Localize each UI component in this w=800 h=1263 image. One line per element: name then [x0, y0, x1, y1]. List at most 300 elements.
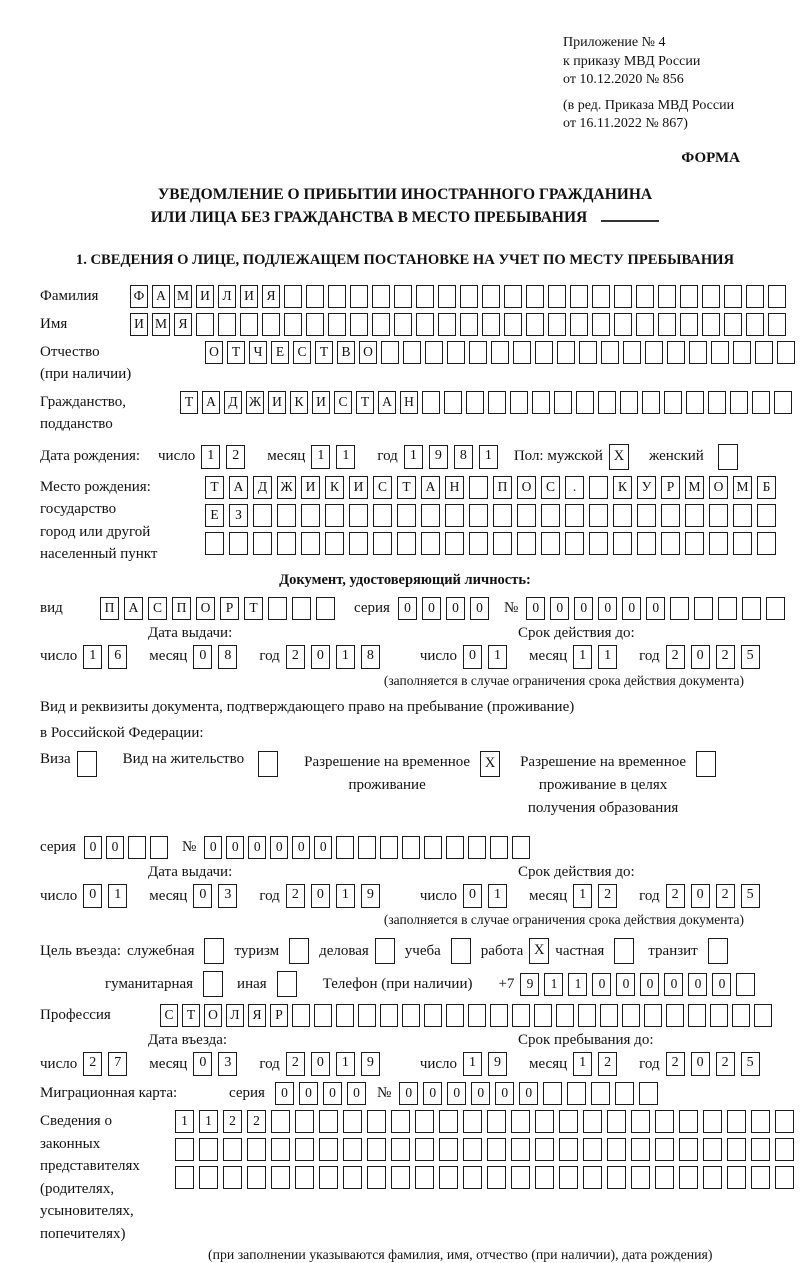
form-cell[interactable] — [284, 313, 302, 336]
form-cell[interactable]: А — [124, 597, 143, 620]
form-cell[interactable] — [589, 504, 608, 527]
form-cell[interactable] — [415, 1110, 434, 1133]
form-cell[interactable]: 9 — [429, 445, 448, 469]
form-cell[interactable] — [730, 391, 748, 414]
form-cell[interactable] — [775, 1138, 794, 1161]
form-cell[interactable] — [446, 836, 464, 859]
form-cell[interactable]: 0 — [248, 836, 266, 859]
birth-place-row1-grid[interactable] — [205, 476, 781, 499]
form-cell[interactable]: У — [637, 476, 656, 499]
form-cell[interactable] — [732, 1004, 750, 1027]
form-cell[interactable]: Т — [244, 597, 263, 620]
form-cell[interactable]: 0 — [640, 973, 659, 996]
res-series-grid[interactable] — [84, 836, 172, 859]
form-cell[interactable]: 2 — [247, 1110, 266, 1133]
form-cell[interactable]: X — [529, 938, 549, 964]
form-cell[interactable] — [229, 532, 248, 555]
form-cell[interactable]: 1 — [544, 973, 563, 996]
form-cell[interactable] — [415, 1166, 434, 1189]
form-cell[interactable]: 0 — [84, 836, 102, 859]
form-cell[interactable] — [607, 1138, 626, 1161]
form-cell[interactable] — [709, 532, 728, 555]
form-cell[interactable] — [548, 313, 566, 336]
form-cell[interactable]: Т — [180, 391, 198, 414]
form-cell[interactable] — [491, 341, 509, 364]
form-cell[interactable] — [295, 1138, 314, 1161]
form-cell[interactable] — [350, 285, 368, 308]
form-cell[interactable] — [336, 1004, 354, 1027]
form-cell[interactable] — [512, 1004, 530, 1027]
form-cell[interactable]: 9 — [361, 884, 380, 908]
form-cell[interactable]: Д — [253, 476, 272, 499]
form-cell[interactable] — [375, 938, 395, 964]
sex-male-checkbox[interactable] — [609, 444, 629, 470]
form-cell[interactable] — [742, 597, 761, 620]
form-cell[interactable]: Ф — [130, 285, 148, 308]
form-cell[interactable] — [258, 751, 278, 777]
form-cell[interactable] — [598, 391, 616, 414]
form-cell[interactable] — [607, 1110, 626, 1133]
form-cell[interactable] — [513, 341, 531, 364]
form-cell[interactable] — [757, 504, 776, 527]
form-cell[interactable] — [306, 285, 324, 308]
form-cell[interactable] — [658, 285, 676, 308]
form-cell[interactable] — [488, 391, 506, 414]
form-cell[interactable] — [511, 1166, 530, 1189]
name-grid[interactable] — [130, 313, 790, 336]
form-cell[interactable]: 1 — [201, 445, 220, 469]
form-cell[interactable] — [645, 341, 663, 364]
form-cell[interactable]: 0 — [399, 1082, 418, 1105]
form-cell[interactable] — [532, 391, 550, 414]
form-cell[interactable] — [469, 532, 488, 555]
temp-residence-edu-checkbox[interactable] — [696, 751, 716, 777]
legal-reps-row3-grid[interactable] — [175, 1166, 799, 1189]
form-cell[interactable] — [543, 1082, 562, 1105]
form-cell[interactable] — [490, 1004, 508, 1027]
form-cell[interactable] — [703, 1166, 722, 1189]
res-issue-year-grid[interactable] — [286, 884, 386, 908]
form-cell[interactable] — [460, 285, 478, 308]
form-cell[interactable] — [223, 1138, 242, 1161]
mig-number-grid[interactable] — [399, 1082, 663, 1105]
res-number-grid[interactable] — [204, 836, 534, 859]
form-cell[interactable] — [702, 313, 720, 336]
form-cell[interactable] — [463, 1166, 482, 1189]
form-cell[interactable] — [262, 313, 280, 336]
form-cell[interactable] — [328, 285, 346, 308]
birth-place-row2-grid[interactable] — [205, 504, 781, 527]
form-cell[interactable] — [343, 1110, 362, 1133]
form-cell[interactable] — [512, 836, 530, 859]
form-cell[interactable] — [460, 313, 478, 336]
form-cell[interactable] — [703, 1110, 722, 1133]
form-cell[interactable] — [607, 1166, 626, 1189]
form-cell[interactable] — [541, 504, 560, 527]
form-cell[interactable] — [196, 313, 214, 336]
form-cell[interactable]: 1 — [83, 645, 102, 669]
phone-grid[interactable] — [520, 973, 760, 996]
form-cell[interactable]: П — [493, 476, 512, 499]
form-cell[interactable]: 1 — [336, 445, 355, 469]
form-cell[interactable] — [733, 504, 752, 527]
form-cell[interactable] — [438, 313, 456, 336]
form-cell[interactable]: О — [359, 341, 377, 364]
form-cell[interactable] — [613, 504, 632, 527]
entry-year-grid[interactable] — [286, 1052, 386, 1076]
form-cell[interactable]: 1 — [598, 645, 617, 669]
form-cell[interactable]: 0 — [463, 645, 482, 669]
form-cell[interactable] — [439, 1166, 458, 1189]
form-cell[interactable] — [247, 1138, 266, 1161]
form-cell[interactable] — [637, 532, 656, 555]
form-cell[interactable] — [203, 971, 223, 997]
birth-place-row3-grid[interactable] — [205, 532, 781, 555]
purpose-commercial-checkbox[interactable] — [375, 938, 395, 964]
form-cell[interactable]: 0 — [550, 597, 569, 620]
form-cell[interactable] — [557, 341, 575, 364]
form-cell[interactable] — [445, 532, 464, 555]
form-cell[interactable]: 0 — [193, 884, 212, 908]
residence-permit-checkbox[interactable] — [258, 751, 278, 777]
sex-female-checkbox[interactable] — [718, 444, 738, 470]
form-cell[interactable] — [718, 597, 737, 620]
form-cell[interactable] — [328, 313, 346, 336]
form-cell[interactable] — [614, 285, 632, 308]
form-cell[interactable] — [535, 1138, 554, 1161]
form-cell[interactable]: 0 — [616, 973, 635, 996]
form-cell[interactable] — [775, 1166, 794, 1189]
form-cell[interactable]: М — [152, 313, 170, 336]
form-cell[interactable]: П — [100, 597, 119, 620]
form-cell[interactable] — [301, 532, 320, 555]
form-cell[interactable]: А — [229, 476, 248, 499]
form-cell[interactable]: 5 — [741, 645, 760, 669]
form-cell[interactable] — [702, 285, 720, 308]
res-valid-year-grid[interactable] — [666, 884, 766, 908]
stay-day-grid[interactable] — [463, 1052, 513, 1076]
form-cell[interactable] — [667, 341, 685, 364]
form-cell[interactable]: 0 — [712, 973, 731, 996]
form-cell[interactable]: X — [480, 751, 500, 777]
form-cell[interactable] — [591, 1082, 610, 1105]
form-cell[interactable] — [685, 504, 704, 527]
form-cell[interactable]: 0 — [299, 1082, 318, 1105]
form-cell[interactable]: З — [229, 504, 248, 527]
form-cell[interactable]: 2 — [716, 1052, 735, 1076]
birth-year-grid[interactable] — [404, 445, 504, 469]
form-cell[interactable] — [415, 1138, 434, 1161]
form-cell[interactable] — [615, 1082, 634, 1105]
form-cell[interactable] — [559, 1166, 578, 1189]
form-cell[interactable] — [639, 1082, 658, 1105]
form-cell[interactable] — [680, 313, 698, 336]
form-cell[interactable] — [679, 1138, 698, 1161]
form-cell[interactable] — [439, 1138, 458, 1161]
form-cell[interactable] — [746, 285, 764, 308]
birth-day-grid[interactable] — [201, 445, 251, 469]
form-cell[interactable]: 2 — [286, 1052, 305, 1076]
form-cell[interactable] — [77, 751, 97, 777]
form-cell[interactable] — [622, 1004, 640, 1027]
form-cell[interactable] — [694, 597, 713, 620]
form-cell[interactable] — [446, 1004, 464, 1027]
form-cell[interactable] — [733, 341, 751, 364]
form-cell[interactable]: А — [202, 391, 220, 414]
form-cell[interactable] — [319, 1166, 338, 1189]
form-cell[interactable]: Я — [174, 313, 192, 336]
form-cell[interactable]: Ч — [249, 341, 267, 364]
form-cell[interactable] — [402, 1004, 420, 1027]
form-cell[interactable]: А — [421, 476, 440, 499]
form-cell[interactable] — [316, 597, 335, 620]
form-cell[interactable] — [343, 1166, 362, 1189]
form-cell[interactable]: 1 — [336, 884, 355, 908]
form-cell[interactable]: 0 — [470, 597, 489, 620]
form-cell[interactable]: 0 — [691, 1052, 710, 1076]
form-cell[interactable]: 0 — [447, 1082, 466, 1105]
form-cell[interactable] — [421, 504, 440, 527]
form-cell[interactable] — [277, 504, 296, 527]
legal-reps-row2-grid[interactable] — [175, 1138, 799, 1161]
form-cell[interactable]: 0 — [83, 884, 102, 908]
form-cell[interactable]: 2 — [286, 645, 305, 669]
form-cell[interactable]: 0 — [691, 645, 710, 669]
form-cell[interactable] — [526, 313, 544, 336]
form-cell[interactable]: 8 — [361, 645, 380, 669]
form-cell[interactable] — [718, 444, 738, 470]
entry-month-grid[interactable] — [193, 1052, 243, 1076]
purpose-study-checkbox[interactable] — [451, 938, 471, 964]
form-cell[interactable] — [751, 1110, 770, 1133]
purpose-humanitarian-checkbox[interactable] — [203, 971, 223, 997]
form-cell[interactable] — [175, 1138, 194, 1161]
form-cell[interactable] — [444, 391, 462, 414]
form-cell[interactable]: . — [565, 476, 584, 499]
form-cell[interactable]: 2 — [83, 1052, 102, 1076]
form-cell[interactable] — [559, 1138, 578, 1161]
form-cell[interactable] — [614, 313, 632, 336]
form-cell[interactable] — [289, 938, 309, 964]
form-cell[interactable] — [623, 341, 641, 364]
form-cell[interactable]: 0 — [422, 597, 441, 620]
doc-valid-day-grid[interactable] — [463, 645, 513, 669]
form-cell[interactable]: 2 — [716, 884, 735, 908]
res-valid-month-grid[interactable] — [573, 884, 623, 908]
form-cell[interactable] — [567, 1082, 586, 1105]
form-cell[interactable] — [199, 1166, 218, 1189]
form-cell[interactable]: 1 — [568, 973, 587, 996]
form-cell[interactable] — [724, 285, 742, 308]
form-cell[interactable] — [664, 391, 682, 414]
form-cell[interactable] — [766, 597, 785, 620]
form-cell[interactable] — [686, 391, 704, 414]
form-cell[interactable] — [319, 1138, 338, 1161]
form-cell[interactable] — [601, 341, 619, 364]
form-cell[interactable]: Т — [356, 391, 374, 414]
form-cell[interactable]: Р — [220, 597, 239, 620]
form-cell[interactable] — [727, 1166, 746, 1189]
form-cell[interactable] — [358, 1004, 376, 1027]
form-cell[interactable] — [394, 313, 412, 336]
form-cell[interactable]: 2 — [666, 884, 685, 908]
form-cell[interactable] — [319, 1110, 338, 1133]
form-cell[interactable] — [482, 285, 500, 308]
form-cell[interactable] — [613, 532, 632, 555]
form-cell[interactable] — [253, 532, 272, 555]
patronymic-grid[interactable] — [205, 341, 799, 364]
form-cell[interactable]: 0 — [463, 884, 482, 908]
form-cell[interactable]: И — [312, 391, 330, 414]
form-cell[interactable] — [774, 391, 792, 414]
form-cell[interactable] — [661, 504, 680, 527]
form-cell[interactable] — [708, 938, 728, 964]
form-cell[interactable] — [150, 836, 168, 859]
form-cell[interactable]: Р — [270, 1004, 288, 1027]
form-cell[interactable]: 0 — [471, 1082, 490, 1105]
form-cell[interactable] — [733, 532, 752, 555]
form-cell[interactable] — [416, 313, 434, 336]
doc-valid-year-grid[interactable] — [666, 645, 766, 669]
form-cell[interactable]: Я — [262, 285, 280, 308]
form-cell[interactable] — [372, 285, 390, 308]
form-cell[interactable]: 2 — [666, 1052, 685, 1076]
form-cell[interactable] — [466, 391, 484, 414]
form-cell[interactable] — [644, 1004, 662, 1027]
form-cell[interactable]: 6 — [108, 645, 127, 669]
form-cell[interactable] — [391, 1138, 410, 1161]
form-cell[interactable]: 9 — [488, 1052, 507, 1076]
form-cell[interactable]: 0 — [204, 836, 222, 859]
form-cell[interactable] — [703, 1138, 722, 1161]
form-cell[interactable]: 0 — [275, 1082, 294, 1105]
form-cell[interactable]: 0 — [323, 1082, 342, 1105]
form-cell[interactable]: Я — [248, 1004, 266, 1027]
form-cell[interactable] — [422, 391, 440, 414]
form-cell[interactable] — [751, 1138, 770, 1161]
form-cell[interactable]: С — [373, 476, 392, 499]
form-cell[interactable]: К — [613, 476, 632, 499]
form-cell[interactable]: 0 — [226, 836, 244, 859]
form-cell[interactable] — [373, 504, 392, 527]
form-cell[interactable] — [439, 1110, 458, 1133]
form-cell[interactable] — [727, 1138, 746, 1161]
form-cell[interactable] — [445, 504, 464, 527]
form-cell[interactable]: 0 — [193, 645, 212, 669]
form-cell[interactable]: О — [709, 476, 728, 499]
surname-grid[interactable] — [130, 285, 790, 308]
form-cell[interactable] — [655, 1110, 674, 1133]
form-cell[interactable]: 2 — [226, 445, 245, 469]
form-cell[interactable] — [661, 532, 680, 555]
form-cell[interactable]: 1 — [404, 445, 423, 469]
form-cell[interactable] — [592, 285, 610, 308]
form-cell[interactable]: С — [541, 476, 560, 499]
form-cell[interactable] — [541, 532, 560, 555]
doc-kind-grid[interactable] — [100, 597, 340, 620]
purpose-private-checkbox[interactable] — [614, 938, 634, 964]
form-cell[interactable]: 3 — [218, 1052, 237, 1076]
form-cell[interactable] — [402, 836, 420, 859]
form-cell[interactable] — [277, 532, 296, 555]
doc-issue-year-grid[interactable] — [286, 645, 386, 669]
form-cell[interactable]: 1 — [488, 645, 507, 669]
form-cell[interactable]: Т — [205, 476, 224, 499]
form-cell[interactable] — [292, 597, 311, 620]
form-cell[interactable] — [447, 341, 465, 364]
form-cell[interactable] — [391, 1166, 410, 1189]
form-cell[interactable]: С — [148, 597, 167, 620]
mig-series-grid[interactable] — [275, 1082, 371, 1105]
form-cell[interactable]: В — [337, 341, 355, 364]
doc-series-grid[interactable] — [398, 597, 494, 620]
form-cell[interactable] — [636, 313, 654, 336]
form-cell[interactable] — [469, 504, 488, 527]
form-cell[interactable] — [218, 313, 236, 336]
form-cell[interactable] — [425, 341, 443, 364]
form-cell[interactable]: Ж — [277, 476, 296, 499]
form-cell[interactable]: И — [301, 476, 320, 499]
form-cell[interactable] — [724, 313, 742, 336]
form-cell[interactable]: 0 — [646, 597, 665, 620]
doc-number-grid[interactable] — [526, 597, 790, 620]
form-cell[interactable] — [482, 313, 500, 336]
form-cell[interactable]: К — [325, 476, 344, 499]
form-cell[interactable] — [554, 391, 572, 414]
form-cell[interactable]: X — [609, 444, 629, 470]
form-cell[interactable]: А — [378, 391, 396, 414]
form-cell[interactable] — [526, 285, 544, 308]
form-cell[interactable] — [679, 1166, 698, 1189]
form-cell[interactable] — [534, 1004, 552, 1027]
visa-checkbox[interactable] — [77, 751, 97, 777]
form-cell[interactable] — [325, 504, 344, 527]
form-cell[interactable] — [777, 341, 795, 364]
form-cell[interactable]: М — [685, 476, 704, 499]
form-cell[interactable] — [349, 504, 368, 527]
form-cell[interactable]: 2 — [223, 1110, 242, 1133]
form-cell[interactable] — [583, 1110, 602, 1133]
form-cell[interactable] — [391, 1110, 410, 1133]
form-cell[interactable] — [367, 1110, 386, 1133]
form-cell[interactable]: Т — [182, 1004, 200, 1027]
form-cell[interactable] — [710, 1004, 728, 1027]
form-cell[interactable] — [493, 504, 512, 527]
form-cell[interactable]: 9 — [361, 1052, 380, 1076]
form-cell[interactable] — [583, 1138, 602, 1161]
form-cell[interactable] — [576, 391, 594, 414]
form-cell[interactable]: Т — [315, 341, 333, 364]
form-cell[interactable]: М — [174, 285, 192, 308]
form-cell[interactable]: О — [196, 597, 215, 620]
form-cell[interactable]: 1 — [336, 645, 355, 669]
form-cell[interactable] — [424, 836, 442, 859]
form-cell[interactable]: 0 — [592, 973, 611, 996]
birth-month-grid[interactable] — [311, 445, 361, 469]
form-cell[interactable] — [253, 504, 272, 527]
form-cell[interactable] — [517, 504, 536, 527]
purpose-transit-checkbox[interactable] — [708, 938, 728, 964]
form-cell[interactable] — [583, 1166, 602, 1189]
form-cell[interactable]: 2 — [666, 645, 685, 669]
form-cell[interactable]: 8 — [454, 445, 473, 469]
form-cell[interactable]: 7 — [108, 1052, 127, 1076]
form-cell[interactable] — [751, 1166, 770, 1189]
form-cell[interactable]: 1 — [311, 445, 330, 469]
form-cell[interactable] — [511, 1138, 530, 1161]
form-cell[interactable] — [752, 391, 770, 414]
form-cell[interactable] — [403, 341, 421, 364]
